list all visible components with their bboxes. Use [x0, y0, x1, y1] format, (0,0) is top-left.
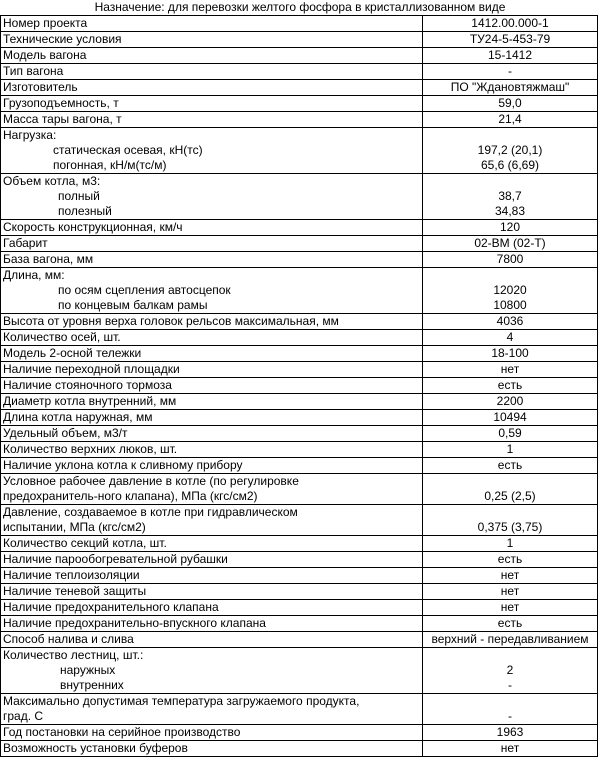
- row-label: [1, 505, 423, 536]
- group-label: Количество лестниц, шт.:: [3, 648, 144, 662]
- row-value: [423, 174, 598, 220]
- table-row: [1, 458, 598, 474]
- table-row: [1, 128, 598, 174]
- table-row: [1, 64, 598, 80]
- row-label: Технические условия: [1, 32, 423, 48]
- row-value: -: [423, 64, 598, 80]
- row-value: есть: [423, 552, 598, 568]
- row-value: 1: [423, 442, 598, 458]
- row-label: Количество верхних люков, шт.: [1, 442, 423, 458]
- row-label: [1, 694, 423, 725]
- value-line: 0,375 (3,75): [477, 520, 543, 534]
- sub-value: 34,83: [494, 204, 526, 218]
- table-row: [1, 48, 598, 64]
- table-row: [1, 442, 598, 458]
- row-value: 18-100: [423, 346, 598, 362]
- row-value: нет: [423, 584, 598, 600]
- row-value: 120: [423, 220, 598, 236]
- sub-label: внутренних: [60, 678, 124, 692]
- row-label: Модель 2-осной тележки: [1, 346, 423, 362]
- row-label: Габарит: [1, 236, 423, 252]
- table-row: [1, 252, 598, 268]
- row-value: ПО "Ждановтяжмаш": [423, 80, 598, 96]
- sub-value: 12020: [493, 283, 527, 297]
- row-label: Модель вагона: [1, 48, 423, 64]
- table-row: [1, 346, 598, 362]
- row-label: Наличие парообогревательной рубашки: [1, 552, 423, 568]
- table-row: [1, 474, 598, 505]
- row-label: Наличие предохранительного клапана: [1, 600, 423, 616]
- row-label: Номер проекта: [1, 16, 423, 32]
- table-row: [1, 568, 598, 584]
- label-line: град. С: [3, 709, 44, 723]
- sub-label: статическая осевая, кН(тс): [53, 143, 203, 157]
- table-row: [1, 426, 598, 442]
- row-label: Грузоподъемность, т: [1, 96, 423, 112]
- value-line: -: [508, 709, 512, 723]
- group-label: Нагрузка:: [3, 128, 57, 142]
- sub-value: 197,2 (20,1): [477, 143, 543, 157]
- row-value: нет: [423, 741, 598, 757]
- table-row: [1, 648, 598, 694]
- row-value: 2200: [423, 394, 598, 410]
- row-label: [1, 128, 423, 174]
- sub-label: полезный: [58, 204, 112, 218]
- row-value: нет: [423, 362, 598, 378]
- row-label: [1, 268, 423, 314]
- spec-table: [0, 15, 598, 757]
- group-label: Длина, мм:: [3, 268, 65, 282]
- row-label: [1, 474, 423, 505]
- row-value: 02-ВМ (02-Т): [423, 236, 598, 252]
- table-row: [1, 32, 598, 48]
- row-value: есть: [423, 616, 598, 632]
- row-value: нет: [423, 600, 598, 616]
- row-label: Количество секций котла, шт.: [1, 536, 423, 552]
- row-value: 1: [423, 536, 598, 552]
- row-value: 7800: [423, 252, 598, 268]
- row-label: Тип вагона: [1, 64, 423, 80]
- row-label: Высота от уровня верха головок рельсов максимальная, мм: [1, 314, 423, 330]
- value-line: 0,25 (2,5): [484, 489, 536, 503]
- row-label: Способ налива и слива: [1, 632, 423, 648]
- row-value: 59,0: [423, 96, 598, 112]
- row-value: ТУ24-5-453-79: [423, 32, 598, 48]
- table-row: [1, 330, 598, 346]
- table-row: [1, 268, 598, 314]
- row-label: Наличие переходной площадки: [1, 362, 423, 378]
- table-row: [1, 584, 598, 600]
- row-value: 10494: [423, 410, 598, 426]
- row-value: [423, 648, 598, 694]
- sub-label: наружных: [60, 663, 116, 677]
- group-label: Объем котла, м3:: [3, 174, 101, 188]
- label-line: предохранитель-ного клапана), МПа (кгс/см2): [3, 489, 258, 503]
- row-value: нет: [423, 568, 598, 584]
- sub-label: по концевым балкам рамы: [58, 298, 208, 312]
- row-value: 21,4: [423, 112, 598, 128]
- row-value: [423, 694, 598, 725]
- sub-label: полный: [58, 189, 100, 203]
- label-line: испытании, МПа (кгс/см2): [3, 520, 146, 534]
- table-row: [1, 174, 598, 220]
- row-value: верхний - передавливанием: [423, 632, 598, 648]
- row-value: 4: [423, 330, 598, 346]
- row-value: 0,59: [423, 426, 598, 442]
- table-row: [1, 694, 598, 725]
- sub-label: по осям сцепления автосцепок: [58, 283, 231, 297]
- sub-value: 65,6 (6,69): [480, 158, 540, 172]
- table-row: [1, 112, 598, 128]
- table-row: [1, 236, 598, 252]
- label-line: Максимально допустимая температура загружаемого продукта,: [3, 694, 360, 708]
- table-row: [1, 552, 598, 568]
- row-value: [423, 505, 598, 536]
- table-row: [1, 378, 598, 394]
- table-row: [1, 362, 598, 378]
- sub-value: -: [508, 678, 512, 692]
- row-label: Наличие стояночного тормоза: [1, 378, 423, 394]
- table-row: [1, 96, 598, 112]
- row-label: Длина котла наружная, мм: [1, 410, 423, 426]
- table-row: [1, 741, 598, 757]
- table-row: [1, 410, 598, 426]
- label-line: Условное рабочее давление в котле (по регулировке: [3, 474, 299, 488]
- table-row: [1, 536, 598, 552]
- row-value: есть: [423, 378, 598, 394]
- row-value: 1963: [423, 725, 598, 741]
- table-row: [1, 632, 598, 648]
- row-value: [423, 268, 598, 314]
- row-label: Диаметр котла внутренний, мм: [1, 394, 423, 410]
- row-value: есть: [423, 458, 598, 474]
- row-label: Количество осей, шт.: [1, 330, 423, 346]
- sub-value: 2: [506, 663, 514, 677]
- row-label: Наличие теневой защиты: [1, 584, 423, 600]
- table-row: [1, 220, 598, 236]
- row-label: Наличие уклона котла к сливному прибору: [1, 458, 423, 474]
- table-row: [1, 616, 598, 632]
- row-label: Наличие предохранительно-впускного клапана: [1, 616, 423, 632]
- table-row: [1, 16, 598, 32]
- row-value: [423, 128, 598, 174]
- row-label: [1, 648, 423, 694]
- row-value: 15-1412: [423, 48, 598, 64]
- label-line: Давление, создаваемое в котле при гидравлическом: [3, 505, 298, 519]
- row-value: 4036: [423, 314, 598, 330]
- row-label: Масса тары вагона, т: [1, 112, 423, 128]
- table-row: [1, 725, 598, 741]
- row-value: [423, 474, 598, 505]
- table-row: [1, 394, 598, 410]
- row-label: Наличие теплоизоляции: [1, 568, 423, 584]
- table-row: [1, 505, 598, 536]
- sub-value: 38,7: [498, 189, 522, 203]
- row-label: Изготовитель: [1, 80, 423, 96]
- table-row: [1, 80, 598, 96]
- row-label: Удельный объем, м3/т: [1, 426, 423, 442]
- row-label: Год постановки на серийное производство: [1, 725, 423, 741]
- row-label: База вагона, мм: [1, 252, 423, 268]
- row-label: [1, 174, 423, 220]
- table-row: [1, 314, 598, 330]
- row-label: Скорость конструкционная, км/ч: [1, 220, 423, 236]
- sub-label: погонная, кН/м(тс/м): [53, 158, 167, 172]
- sub-value: 10800: [493, 298, 527, 312]
- table-row: [1, 600, 598, 616]
- document-title: Назначение: для перевозки желтого фосфора в кристаллизованном виде: [94, 0, 506, 14]
- row-value: 1412.00.000-1: [423, 16, 598, 32]
- row-label: Возможность установки буферов: [1, 741, 423, 757]
